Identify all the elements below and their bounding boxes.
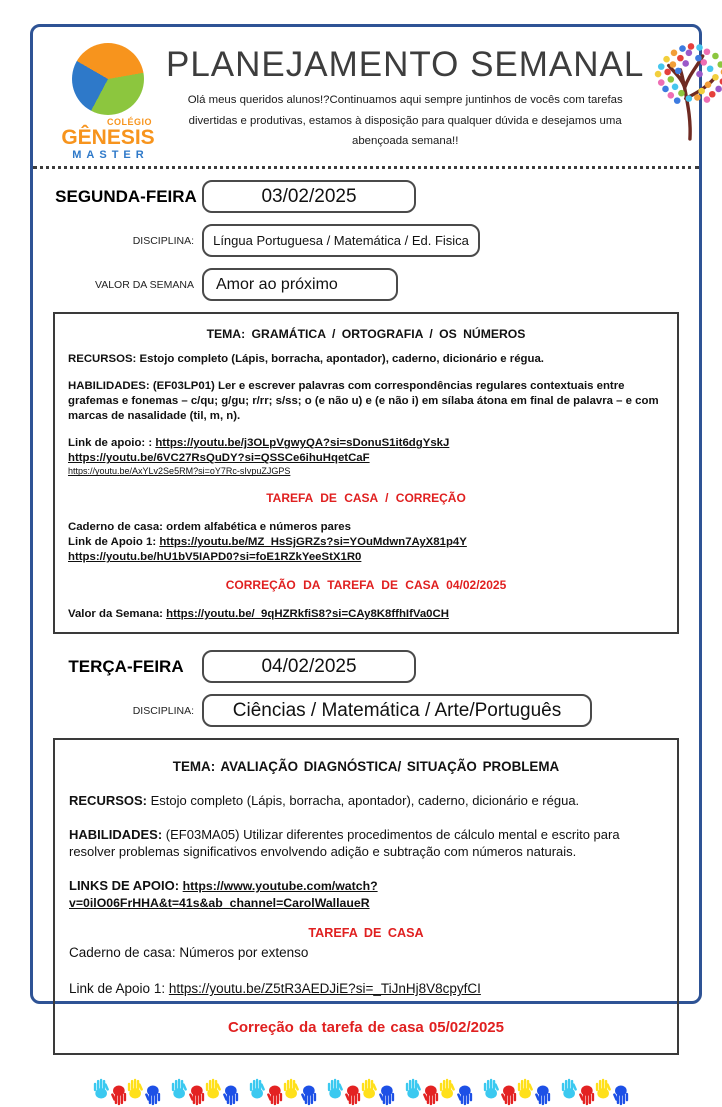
tuesday-date-field — [202, 650, 416, 683]
hand-icon — [595, 1077, 612, 1099]
hand-icon — [222, 1085, 239, 1107]
monday-valor-label: VALOR DA SEMANA — [94, 278, 194, 291]
monday-tema: TEMA: GRAMÁTICA / ORTOGRAFIA / OS NÚMEROS — [206, 327, 526, 341]
monday-recursos-line — [68, 352, 664, 367]
hand-icon — [612, 1085, 629, 1107]
hand-icon — [127, 1077, 144, 1099]
monday-link-tarefa-2-line — [68, 550, 664, 565]
tree-illustration — [644, 39, 722, 141]
header-center — [166, 39, 644, 152]
monday-disciplina-label: DISCIPLINA: — [132, 234, 194, 247]
logo-master-text: MASTER — [72, 149, 149, 161]
monday-valor-row — [50, 268, 682, 301]
monday-disciplina-row — [50, 224, 682, 257]
monday-date-row — [50, 180, 682, 213]
school-logo — [50, 39, 166, 161]
tuesday-links-apoio-line — [69, 877, 663, 912]
monday-valor-semana-link[interactable]: https://youtu.be/_9qHZRkfiS8?si=CAy8K8ffhIfVa0CH — [166, 608, 449, 621]
links-apoio-label: LINKS DE APOIO: — [69, 877, 180, 893]
link-tarefa-label: Link de Apoio 1: — [68, 536, 157, 549]
tuesday-disciplina-field — [202, 694, 592, 727]
monday-date-value: 03/02/2025 — [261, 185, 357, 207]
hand-icon — [171, 1077, 188, 1099]
hand-icon — [483, 1077, 500, 1099]
tuesday-date-value: 04/02/2025 — [261, 655, 357, 677]
habilidades-text: (EF03MA05) Utilizar diferentes procedimentos de cálculo mental e escrito para resolver problemas significativos envolvendo adição e subtração com números naturais. — [69, 826, 620, 860]
monday-valor-semana-line — [68, 607, 664, 622]
hand-icon — [500, 1085, 517, 1107]
hand-icon — [456, 1085, 473, 1107]
tuesday-habilidades-line — [69, 826, 663, 861]
tuesday-disciplina-label: DISCIPLINA: — [132, 704, 194, 717]
hand-icon — [578, 1085, 595, 1107]
tuesday-tarefa-heading: TAREFA DE CASA — [308, 926, 424, 941]
hand-icon — [439, 1077, 456, 1099]
monday-disciplina-field — [202, 224, 480, 257]
tuesday-day-label: TERÇA-FEIRA — [68, 656, 184, 676]
logo-colegio-text: COLÉGIO — [106, 117, 152, 127]
hand-icon — [344, 1085, 361, 1107]
hand-icon — [249, 1077, 266, 1099]
intro-text: Olá meus queridos alunos!?Continuamos aqui sempre juntinhos de vocês com tarefas divertidas e produtivas, estamos à disposição para qualquer dúvida e desejamos uma abençoada semana!! — [187, 94, 623, 148]
hand-icon — [422, 1085, 439, 1107]
monday-tarefa-heading: TAREFA DE CASA / CORREÇÃO — [266, 491, 466, 506]
hand-icon — [205, 1077, 222, 1099]
hand-icon — [144, 1085, 161, 1107]
recursos-text: Estojo completo (Lápis, borracha, apontador), caderno, dicionário e régua. — [150, 793, 580, 809]
hand-icon — [283, 1077, 300, 1099]
link-apoio1-label: Link de Apoio 1: — [69, 981, 166, 997]
monday-link-apoio-1[interactable]: https://youtu.be/j3OLpVgwyQA?si=sDonuS1it6dgYskJ — [155, 437, 450, 450]
monday-disciplina-value: Língua Portuguesa / Matemática / Ed. Fisica — [213, 233, 469, 248]
recursos-label: RECURSOS: — [69, 793, 148, 809]
valor-semana-label: Valor da Semana: — [68, 608, 163, 621]
tuesday-caderno-line: Caderno de casa: Números por extenso — [69, 945, 309, 961]
hand-icon — [327, 1077, 344, 1099]
hands-row — [50, 1073, 682, 1107]
page-title: PLANEJAMENTO SEMANAL — [166, 45, 645, 84]
monday-link-apoio-2[interactable]: https://youtu.be/6VC27RsQuDY?si=QSSCe6ihuHqetCaF — [68, 452, 370, 465]
monday-valor-field — [202, 268, 398, 301]
header-divider — [33, 166, 699, 169]
hand-icon — [517, 1077, 534, 1099]
habilidades-label: HABILIDADES: — [68, 380, 150, 393]
monday-link-tarefa-line — [68, 535, 664, 550]
hand-icon — [110, 1085, 127, 1107]
monday-link-tarefa-1[interactable]: https://youtu.be/MZ_HsSjGRZs?si=YOuMdwn7AyX81p4Y — [159, 536, 467, 549]
monday-day-label: SEGUNDA-FEIRA — [55, 186, 197, 206]
hand-icon — [378, 1085, 395, 1107]
tuesday-disciplina-value: Ciências / Matemática / Arte/Português — [232, 699, 562, 721]
habilidades-label: HABILIDADES: — [69, 826, 163, 842]
monday-caderno-line: Caderno de casa: ordem alfabética e números pares — [68, 521, 351, 534]
monday-link-tarefa-2[interactable]: https://youtu.be/hU1bV5IAPD0?si=foE1RZkYeeStX1R0 — [68, 551, 362, 564]
school-logo-mark — [72, 43, 144, 115]
header — [50, 39, 682, 161]
link-apoio-label: Link de apoio: : — [68, 437, 153, 450]
monday-valor-value: Amor ao próximo — [216, 275, 338, 293]
hand-icon — [405, 1077, 422, 1099]
hand-icon — [561, 1077, 578, 1099]
tuesday-tema: TEMA: AVALIAÇÃO DIAGNÓSTICA/ SITUAÇÃO PROBLEMA — [172, 759, 560, 775]
tuesday-content-box — [53, 738, 679, 1055]
monday-content-box — [53, 312, 679, 634]
tuesday-recursos-line — [69, 792, 663, 810]
monday-link-apoio-line — [68, 436, 664, 451]
hand-icon — [534, 1085, 551, 1107]
tuesday-correcao-heading: Correção da tarefa de casa 05/02/2025 — [227, 1019, 504, 1037]
monday-habilidades-line — [68, 379, 664, 424]
hand-icon — [361, 1077, 378, 1099]
recursos-label: RECURSOS: — [68, 353, 137, 366]
recursos-text: Estojo completo (Lápis, borracha, apontador), caderno, dicionário e régua. — [139, 353, 544, 366]
monday-link-apoio-2-line — [68, 451, 664, 466]
tuesday-links-apoio[interactable]: https://www.youtube.com/watch?v=0ilO06FrHHA&t=41s&ab_channel=CarolWallaueR — [69, 878, 378, 911]
planning-sheet — [30, 24, 702, 1037]
tuesday-disciplina-row — [50, 694, 682, 727]
tuesday-link-apoio1-line — [69, 980, 663, 998]
hand-icon — [93, 1077, 110, 1099]
hand-icon — [188, 1085, 205, 1107]
habilidades-text: (EF03LP01) Ler e escrever palavras com correspondências regulares contextuais entre grafemas e fonemas – c/qu; g/gu; r/rr; s/ss; o (e não u) e (e não i) em sílaba átona em final de palavra – e com marcas de nasalidade (til, m, n). — [68, 380, 659, 423]
tuesday-date-row — [50, 650, 682, 683]
monday-date-field — [202, 180, 416, 213]
logo-genesis-text: GÊNESIS — [61, 126, 155, 149]
monday-correcao-heading: CORREÇÃO DA TAREFA DE CASA 04/02/2025 — [225, 578, 507, 593]
monday-link-apoio-3[interactable]: https://youtu.be/AxYLv2Se5RM?si=oY7Rc-sIvpuZJGPS — [68, 466, 291, 477]
monday-link-apoio-3-line — [68, 466, 664, 478]
tuesday-link-apoio1[interactable]: https://youtu.be/Z5tR3AEDJiE?si=_TiJnHj8V8cpyfCI — [168, 981, 481, 997]
hand-icon — [266, 1085, 283, 1107]
hand-icon — [300, 1085, 317, 1107]
